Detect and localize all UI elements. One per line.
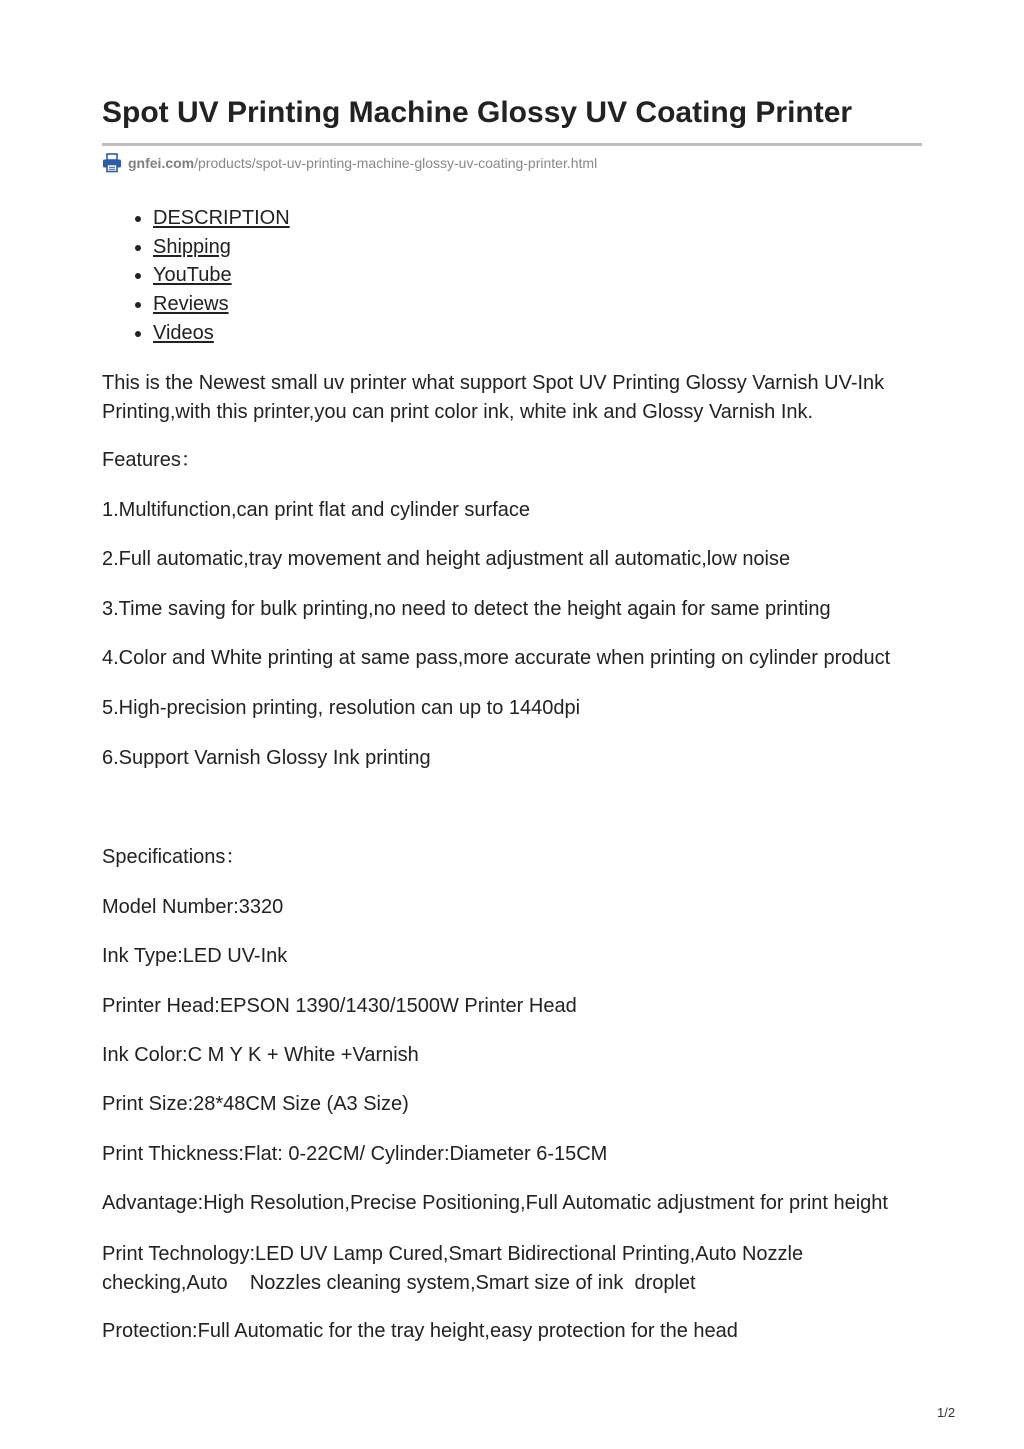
- feature-item: 2.Full automatic,tray movement and height adjustment all automatic,low noise: [102, 548, 791, 570]
- reviews-link[interactable]: Reviews: [153, 293, 229, 316]
- feature-item: 5.High-precision printing, resolution can up to 1440dpi: [102, 697, 581, 719]
- feature-item: 6.Support Varnish Glossy Ink printing: [102, 747, 431, 769]
- page-number: 1/2: [937, 1405, 956, 1420]
- feature-item: 3.Time saving for bulk printing,no need to detect the height again for same printing: [102, 598, 831, 620]
- title-divider: [102, 143, 922, 146]
- spec-item: Model Number:3320: [102, 896, 284, 918]
- source-domain: gnfei.com: [128, 155, 195, 171]
- spec-item: Print Size:28*48CM Size (A3 Size): [102, 1093, 409, 1115]
- spec-item: Print Technology:LED UV Lamp Cured,Smart Bidirectional Printing,Auto Nozzle checking,Auto Nozzles cleaning system,Smart size of ink droplet: [102, 1243, 804, 1294]
- list-item: [153, 290, 290, 319]
- shipping-link[interactable]: Shipping: [153, 235, 231, 258]
- spec-item: Advantage:High Resolution,Precise Positioning,Full Automatic adjustment for print height: [102, 1192, 888, 1214]
- spec-item: Ink Color:C M Y K + White +Varnish: [102, 1044, 419, 1066]
- youtube-link[interactable]: YouTube: [153, 264, 232, 287]
- source-path: /products/spot-uv-printing-machine-glossy-uv-coating-printer.html: [194, 155, 598, 171]
- feature-item: 1.Multifunction,can print flat and cylinder surface: [102, 499, 530, 521]
- spec-item: Ink Type:LED UV-Ink: [102, 945, 288, 967]
- feature-item: 4.Color and White printing at same pass,more accurate when printing on cylinder product: [102, 647, 891, 669]
- list-item: [153, 204, 290, 233]
- videos-link[interactable]: Videos: [153, 321, 214, 344]
- spec-item: Printer Head:EPSON 1390/1430/1500W Printer Head: [102, 995, 577, 1017]
- list-item: [153, 233, 290, 262]
- list-item: [153, 261, 290, 290]
- intro-paragraph: This is the Newest small uv printer what support Spot UV Printing Glossy Varnish UV-Ink Printing,with this printer,you can print color ink, white ink and Glossy Varnish Ink.: [102, 372, 885, 423]
- spec-item: Print Thickness:Flat: 0-22CM/ Cylinder:Diameter 6-15CM: [102, 1143, 608, 1165]
- source-line: [102, 153, 597, 173]
- section-link-list: [153, 204, 290, 347]
- printer-icon: [102, 153, 122, 173]
- page-title: Spot UV Printing Machine Glossy UV Coating Printer: [102, 96, 853, 129]
- list-item: [153, 319, 290, 348]
- specs-heading: Specifications：: [102, 846, 246, 868]
- spec-item: Protection:Full Automatic for the tray height,easy protection for the head: [102, 1320, 738, 1342]
- description-link[interactable]: DESCRIPTION: [153, 207, 290, 229]
- features-heading: Features：: [102, 449, 201, 471]
